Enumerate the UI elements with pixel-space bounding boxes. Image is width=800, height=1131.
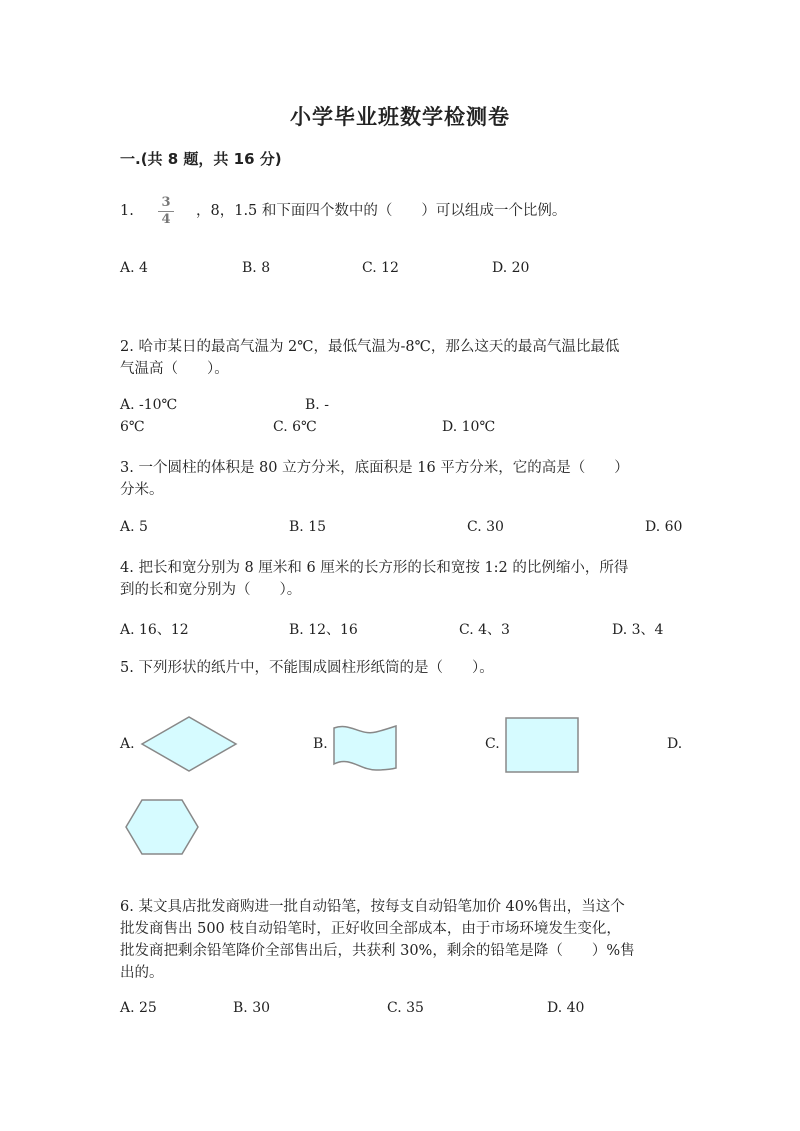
q1-fraction <box>158 196 174 227</box>
q6-text-line1: 6. 某文具店批发商购进一批自动铅笔，按每支自动铅笔加价 40%售出，当这个 <box>120 899 625 915</box>
q3-text-line1: 3. 一个圆柱的体积是 80 立方分米，底面积是 16 平方分米，它的高是（ ） <box>120 460 629 476</box>
q6-option-a: A. 25 <box>120 1000 157 1016</box>
q6-text-line3: 批发商把剩余铅笔降价全部售出后，共获利 30%，剩余的铅笔是降（ ）%售 <box>120 943 635 959</box>
q6-text-line2: 批发商售出 500 枝自动铅笔时，正好收回全部成本，由于市场环境发生变化， <box>120 921 621 937</box>
section-heading: 一.(共 8 题，共 16 分) <box>120 150 282 168</box>
q6-text-line4: 出的。 <box>120 965 164 981</box>
q2-option-b-part1: B. - <box>305 397 329 413</box>
q3-text-line2: 分米。 <box>120 482 164 498</box>
q3-option-d: D. 60 <box>645 519 683 535</box>
q6-option-b: B. 30 <box>233 1000 271 1016</box>
q6-option-d: D. 40 <box>547 1000 585 1016</box>
page-title: 小学毕业班数学检测卷 <box>290 104 510 129</box>
q4-text-line1: 4. 把长和宽分别为 8 厘米和 6 厘米的长方形的长和宽按 1:2 的比例缩小，所得 <box>120 560 629 576</box>
q4-option-a: A. 16、12 <box>120 622 189 638</box>
q2-option-b-part2: 6℃ <box>120 419 145 435</box>
q3-option-b: B. 15 <box>289 519 327 535</box>
q2-option-c: C. 6℃ <box>273 419 317 435</box>
q1-number: 1. <box>120 203 134 219</box>
q5-shape-b-wavy-flag <box>330 724 398 772</box>
q5-label-b: B. <box>313 736 328 752</box>
q4-text-line2: 到的长和宽分别为（ ）。 <box>120 582 302 598</box>
q3-option-a: A. 5 <box>120 519 148 535</box>
q2-text-line1: 2. 哈市某日的最高气温为 2℃，最低气温为-8℃，那么这天的最高气温比最低 <box>120 339 620 355</box>
q5-shape-a-rhombus <box>140 715 238 773</box>
q4-option-c: C. 4、3 <box>459 622 510 638</box>
q1-option-d: D. 20 <box>492 260 530 276</box>
q1-option-a: A. 4 <box>120 260 148 276</box>
q5-label-c: C. <box>485 736 500 752</box>
q2-option-a: A. -10℃ <box>120 397 178 413</box>
q2-text-line2: 气温高（ ）。 <box>120 361 229 377</box>
q5-shape-d-hexagon <box>124 798 200 856</box>
q1-option-b: B. 8 <box>242 260 271 276</box>
q2-option-d: D. 10℃ <box>442 419 496 435</box>
q6-option-c: C. 35 <box>387 1000 424 1016</box>
q5-shape-c-rectangle <box>505 717 579 773</box>
q4-option-d: D. 3、4 <box>612 622 664 638</box>
q5-text: 5. 下列形状的纸片中，不能围成圆柱形纸筒的是（ ）。 <box>120 660 494 676</box>
q1-fraction-denominator: 4 <box>161 212 171 227</box>
q5-label-d: D. <box>667 736 683 752</box>
q1-text: ，8，1.5 和下面四个数中的（ ）可以组成一个比例。 <box>196 203 567 219</box>
q4-option-b: B. 12、16 <box>289 622 358 638</box>
q1-fraction-numerator: 3 <box>161 195 171 210</box>
q3-option-c: C. 30 <box>467 519 504 535</box>
q1-option-c: C. 12 <box>362 260 399 276</box>
q5-label-a: A. <box>120 736 135 752</box>
